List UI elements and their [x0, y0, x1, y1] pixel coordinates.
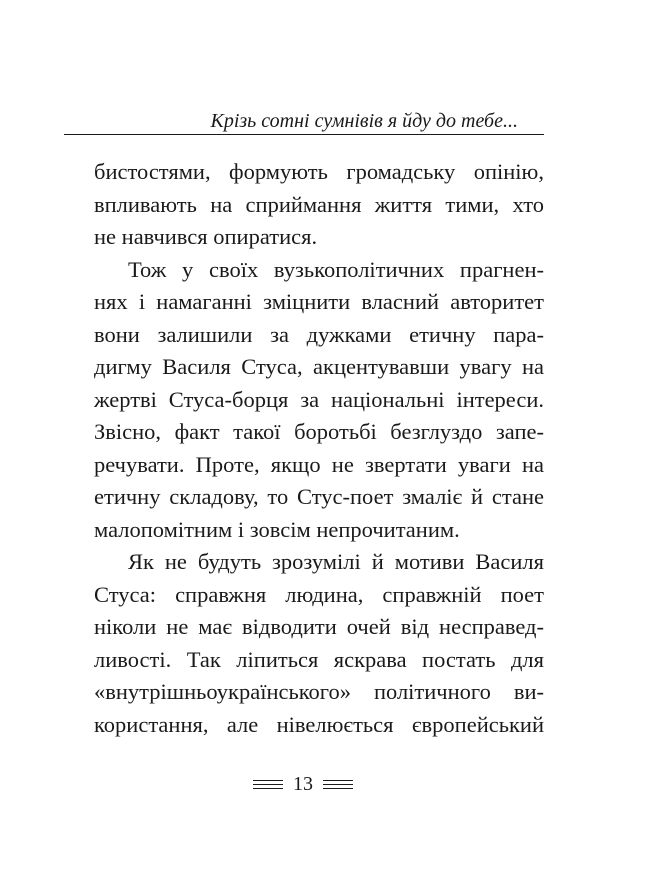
- text-line: бистостями, формують громадську опінію,: [94, 159, 544, 184]
- text-line: Як не будуть зрозумілі й мотиви Василя: [128, 549, 544, 574]
- text-line: дигму Василя Стуса, акцентувавши увагу на: [94, 354, 544, 379]
- header-rule: [64, 134, 544, 135]
- text-line: не навчився опиратися.: [94, 224, 318, 249]
- text-line: впливають на сприймання життя тими, хто: [94, 191, 544, 217]
- text-line: вони залишили за дужками етичну пара-: [94, 321, 544, 347]
- text-line: Звісно, факт такої боротьбі безглуздо запе-: [94, 419, 544, 444]
- text-line: Тож у своїх вузькополітичних прагнен-: [128, 256, 544, 282]
- text-line: речувати. Проте, якщо не звертати уваги на: [94, 451, 544, 477]
- text-line: «внутрішньоукраїнського» політичного ви-: [94, 679, 544, 704]
- text-line: жертві Стуса-борця за національні інтереси.: [94, 386, 544, 412]
- text-line: малопомітним і зовсім непрочитаним.: [94, 516, 460, 542]
- folio-ornament-left: [253, 780, 283, 789]
- text-line: етичну складову, то Стус-поет змаліє й стане: [94, 484, 544, 509]
- running-head-title: Крізь сотні сумнівів я йду до тебе...: [210, 110, 518, 132]
- text-line: ніколи не має відводити очей від несправед-: [94, 614, 544, 639]
- folio-ornament-right: [323, 780, 353, 789]
- page-folio: [248, 770, 358, 798]
- text-line: Стуса: справжня людина, справжній поет: [94, 581, 544, 607]
- text-line: користання, але нівелюється європейський: [94, 711, 544, 737]
- body-text: [94, 156, 544, 741]
- page-number: 13: [293, 773, 313, 795]
- text-line: ливості. Так ліпиться яскрава постать для: [94, 646, 544, 672]
- text-line: нях і намаганні зміцнити власний авторитет: [94, 289, 544, 314]
